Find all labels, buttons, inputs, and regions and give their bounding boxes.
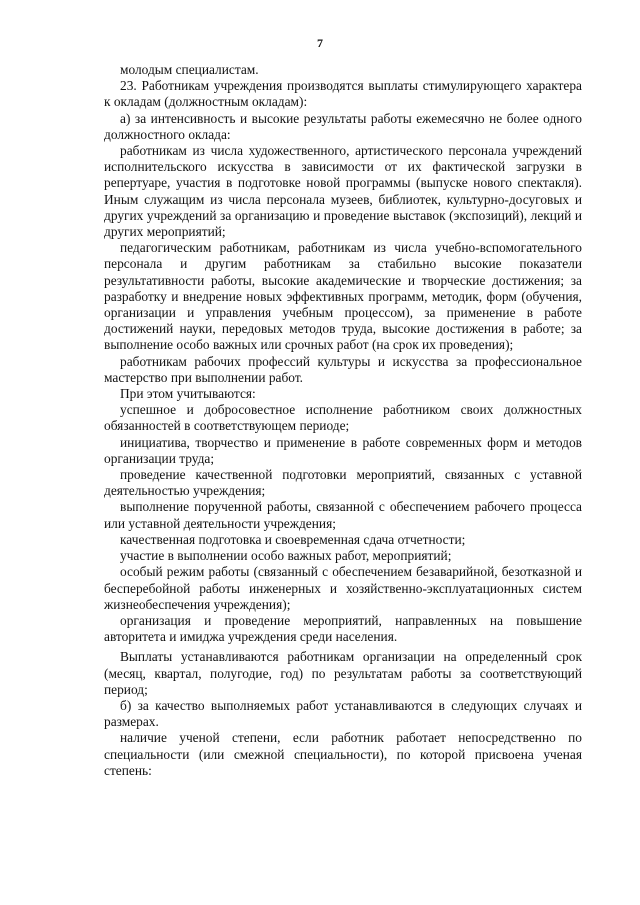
paragraph: качественная подготовка и своевременная сдача отчетности;: [120, 531, 466, 547]
paragraph: работникам из числа художественного, артистического персонала учреждений исполнительского искусства в зависимости от их фактической загрузки в репертуаре, участия в подготовке новой программы (выпуске нового спектакля). Иным служащим из числа персонала музеев, библиотек, культурно-досуговых и других учреждений за организацию и проведение выставок (экспозиций), лекций и других мероприятий;: [104, 143, 582, 240]
paragraph: При этом учитываются:: [120, 386, 256, 402]
paragraph: участие в выполнении особо важных работ, мероприятий;: [120, 548, 452, 564]
paragraph: успешное и добросовестное исполнение работником своих должностных обязанностей в соответствующем периоде;: [104, 402, 582, 434]
paragraph: организация и проведение мероприятий, направленных на повышение авторитета и имиджа учреждения среди населения.: [104, 612, 582, 645]
paragraph: молодым специалистам.: [120, 62, 259, 77]
paragraph: педагогическим работникам, работникам из числа учебно-вспомогательного персонала и другим работникам за стабильно высокие показатели результативности работы, высокие академические и творческие достижения; за разработку и внедрение новых эффективных программ, методик, форм (обучения, организации и управления учебным процессом), за применение в работе достижений науки, передовых методов труда, высокие достижения в работе; за выполнение особо важных или срочных работ (на срок их проведения);: [104, 240, 582, 353]
paragraph: Выплаты устанавливаются работникам организации на определенный срок (месяц, квартал, полугодие, год) по результатам работы за соответствующий период;: [104, 649, 582, 697]
page-number: 7: [317, 36, 323, 50]
paragraph: работникам рабочих профессий культуры и искусства за профессиональное мастерство при выполнении работ.: [104, 353, 582, 385]
paragraph: выполнение порученной работы, связанной с обеспечением рабочего процесса или уставной деятельности учреждения;: [104, 499, 582, 531]
document-body: [104, 62, 582, 779]
paragraph: проведение качественной подготовки мероприятий, связанных с уставной деятельностью учреждения;: [104, 467, 582, 499]
paragraph: б) за качество выполняемых работ устанавливаются в следующих случаях и размерах.: [104, 697, 582, 730]
paragraph: инициатива, творчество и применение в работе современных форм и методов организации труда;: [104, 434, 582, 466]
paragraph: 23. Работникам учреждения производятся выплаты стимулирующего характера к окладам (должностным окладам):: [104, 78, 582, 110]
paragraph: особый режим работы (связанный с обеспечением безаварийной, безотказной и бесперебойной работы инженерных и хозяйственно-эксплуатационных систем жизнеобеспечения учреждения);: [104, 564, 582, 612]
paragraph: наличие ученой степени, если работник работает непосредственно по специальности (или смежной специальности), по которой присвоена ученая степень:: [104, 730, 582, 778]
paragraph: а) за интенсивность и высокие результаты работы ежемесячно не более одного должностного оклада:: [104, 110, 582, 142]
